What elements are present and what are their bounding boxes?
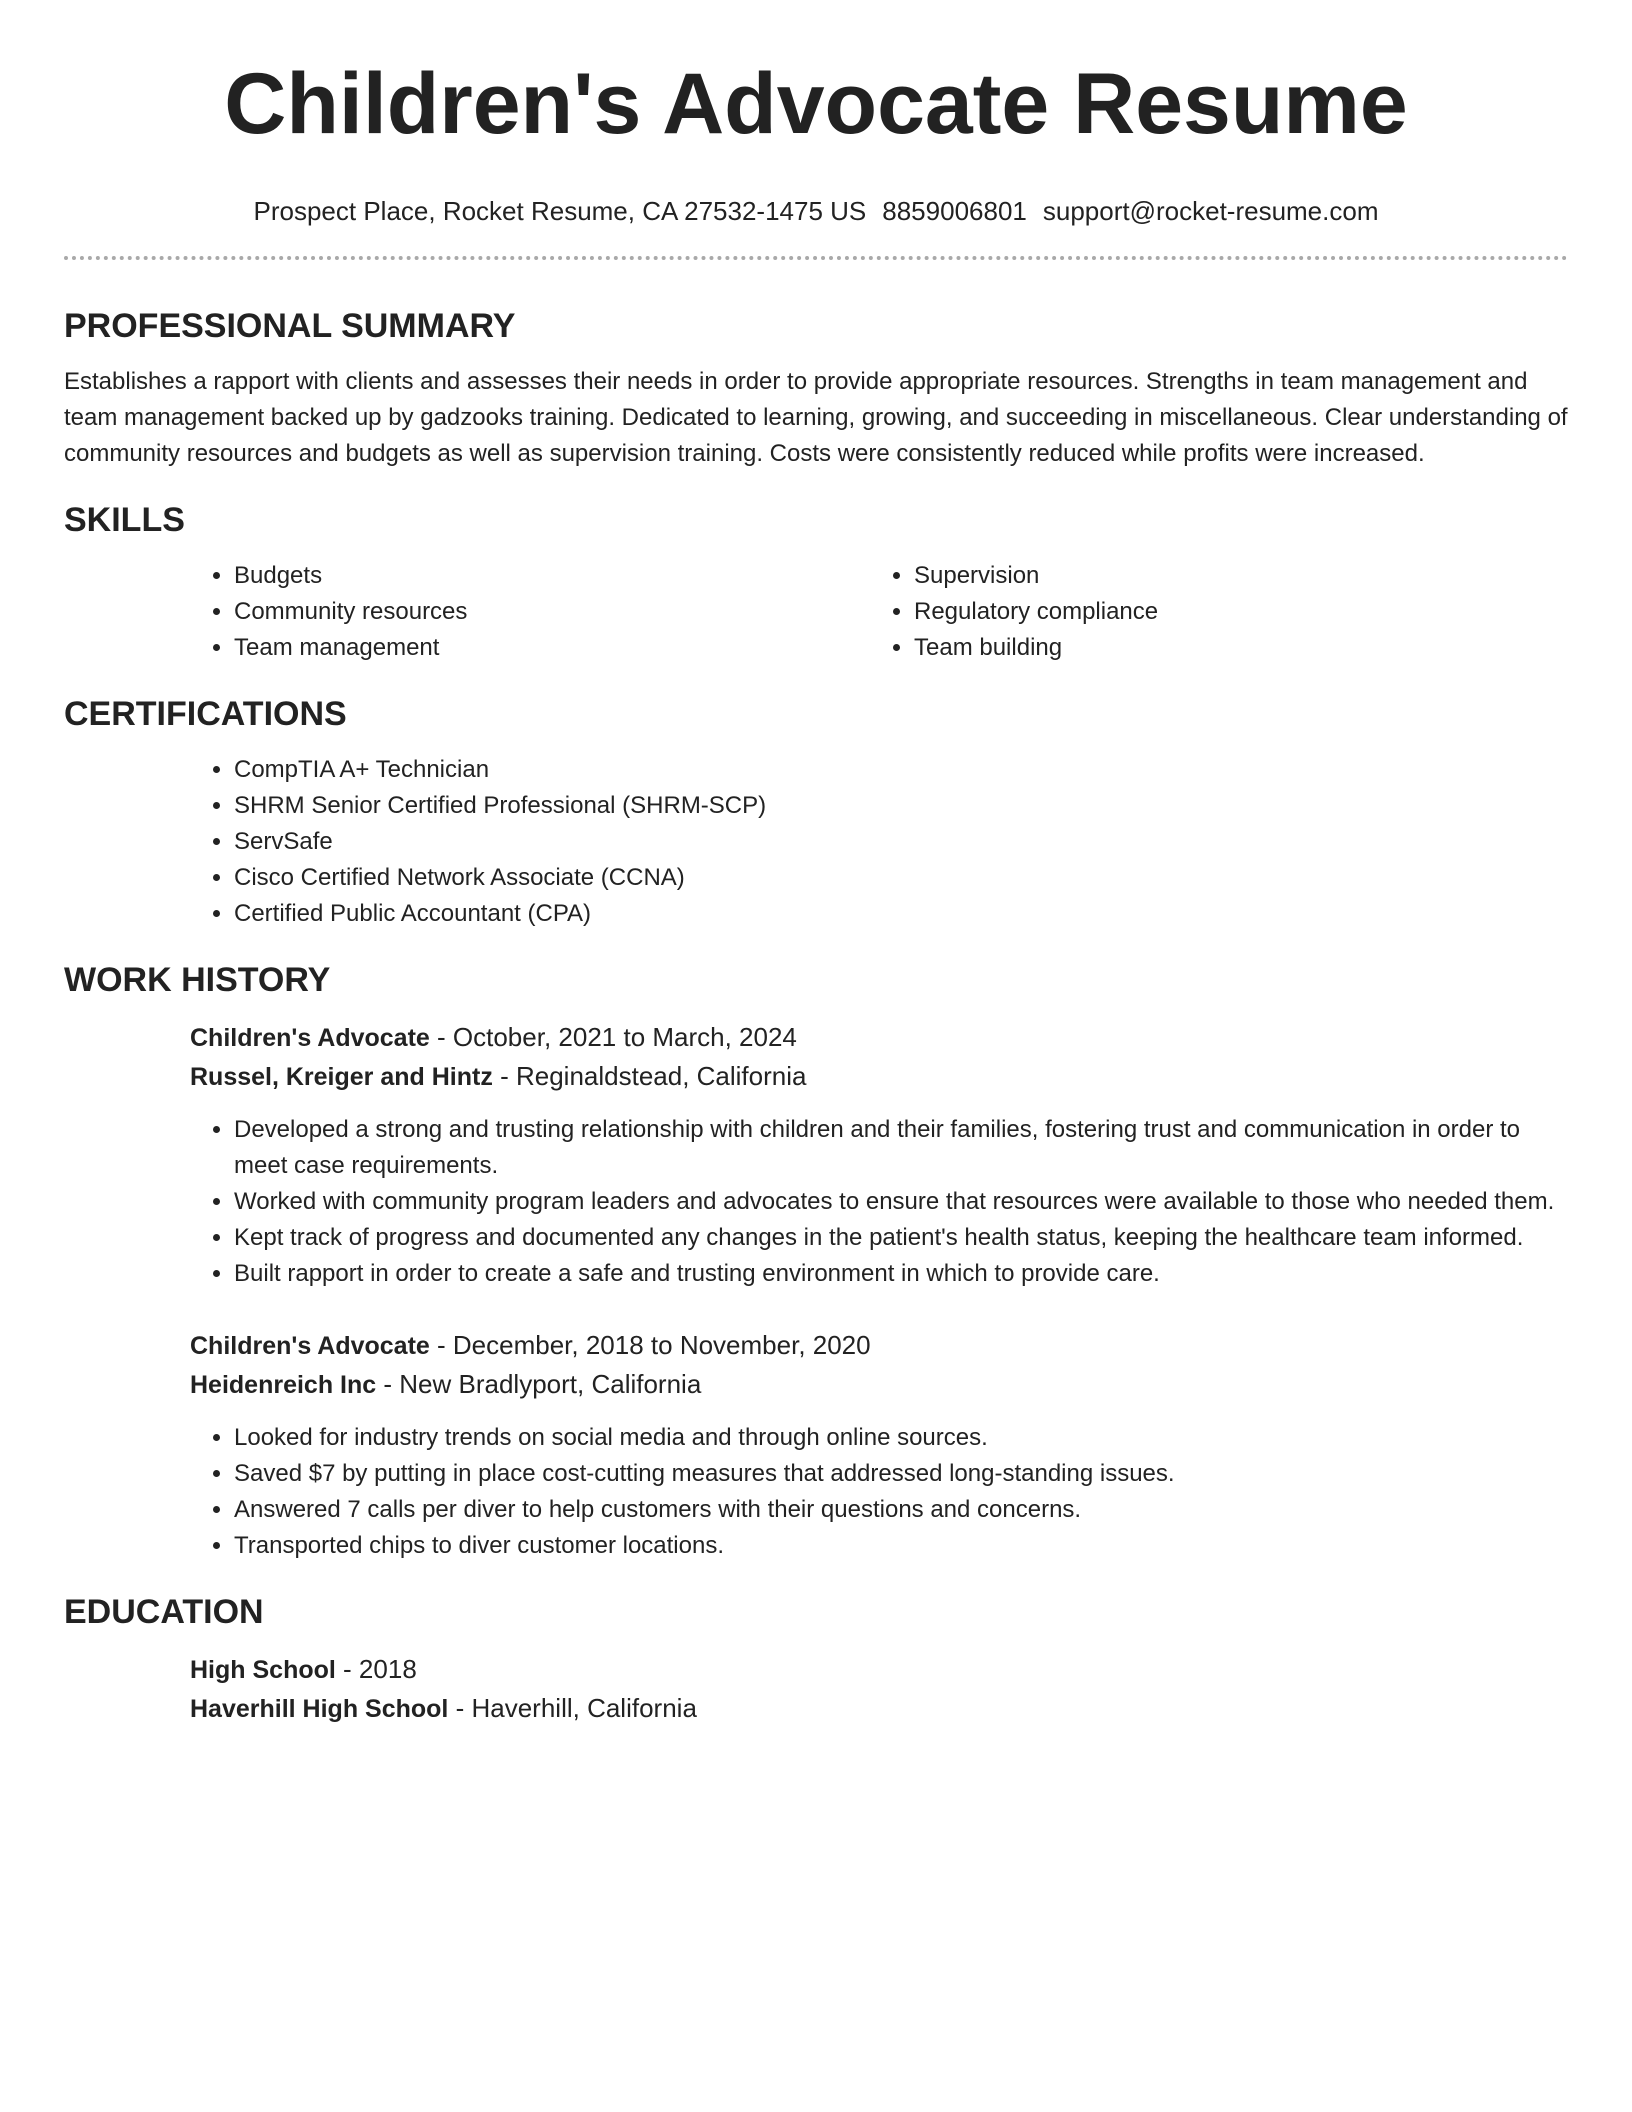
education-degree: High School — [190, 1656, 336, 1684]
contact-info — [64, 194, 1568, 228]
job-entry — [190, 1326, 1568, 1564]
job-title-line — [190, 1326, 1568, 1365]
summary-text: Establishes a rapport with clients and assesses their needs in order to provide appropriate resources. Strengths in team management and team management backed up by gadzooks training. Dedicated to learning, growing, and succeeding in miscellaneous. Clear understanding of community resources and budgets as well as supervision training. Costs were consistently reduced while profits were increased. — [64, 368, 1568, 467]
job-dates: - December, 2018 to November, 2020 — [429, 1330, 871, 1360]
skills-list-left — [190, 558, 870, 666]
job-bullet: • Developed a strong and trusting relationship with children and their families, fostering trust and communication in order to meet case requirements. — [234, 1112, 1568, 1184]
education-degree-line — [190, 1650, 1568, 1689]
certifications-heading: CERTIFICATIONS — [64, 695, 347, 733]
job-bullet: • Built rapport in order to create a safe and trusting environment in which to provide care. — [234, 1256, 1568, 1292]
certification-item: • Cisco Certified Network Associate (CCNA) — [234, 860, 1568, 896]
job-bullet: • Answered 7 calls per diver to help customers with their questions and concerns. — [234, 1492, 1568, 1528]
summary-heading: PROFESSIONAL SUMMARY — [64, 307, 516, 345]
certifications-list — [190, 752, 1568, 932]
summary-section — [64, 304, 1568, 472]
job-bullet: • Looked for industry trends on social media and through online sources. — [234, 1420, 1568, 1456]
education-year: - 2018 — [335, 1654, 417, 1684]
skill-item: • Supervision — [914, 558, 1550, 594]
skills-section — [64, 498, 1568, 666]
contact-address: Prospect Place, Rocket Resume, CA 27532-1475 US — [253, 196, 867, 226]
education-section — [64, 1590, 1568, 1728]
header-divider — [64, 256, 1568, 260]
skill-item: • Regulatory compliance — [914, 594, 1550, 630]
job-company-line — [190, 1057, 1568, 1096]
job-bullet: • Transported chips to diver customer locations. — [234, 1528, 1568, 1564]
job-bullets — [190, 1112, 1568, 1292]
job-dates: - October, 2021 to March, 2024 — [429, 1022, 797, 1052]
job-position: Children's Advocate — [190, 1332, 430, 1360]
job-bullet: • Saved $7 by putting in place cost-cutting measures that addressed long-standing issues. — [234, 1456, 1568, 1492]
resume-page — [64, 0, 1568, 1728]
contact-email: support@rocket-resume.com — [1042, 196, 1379, 226]
skill-item: • Community resources — [234, 594, 870, 630]
resume-title: Children's Advocate Resume — [224, 56, 1408, 152]
education-heading: EDUCATION — [64, 1593, 264, 1631]
skills-grid — [190, 558, 1568, 666]
job-bullet: • Kept track of progress and documented any changes in the patient's health status, keeping the healthcare team informed. — [234, 1220, 1568, 1256]
certification-item: • SHRM Senior Certified Professional (SHRM-SCP) — [234, 788, 1568, 824]
skills-heading: SKILLS — [64, 501, 185, 539]
job-location: - Reginaldstead, California — [492, 1061, 807, 1091]
job-title-line — [190, 1018, 1568, 1057]
skill-item: • Team building — [914, 630, 1550, 666]
job-entry — [190, 1018, 1568, 1292]
job-position: Children's Advocate — [190, 1024, 430, 1052]
job-company-line — [190, 1365, 1568, 1404]
certification-item: • ServSafe — [234, 824, 1568, 860]
job-location: - New Bradlyport, California — [376, 1369, 702, 1399]
job-bullets — [190, 1420, 1568, 1564]
work-history-heading: WORK HISTORY — [64, 961, 331, 999]
work-history-section — [64, 958, 1568, 1564]
education-entry — [190, 1650, 1568, 1728]
skill-item: • Team management — [234, 630, 870, 666]
skill-item: • Budgets — [234, 558, 870, 594]
education-location: - Haverhill, California — [448, 1693, 697, 1723]
certification-item: • Certified Public Accountant (CPA) — [234, 896, 1568, 932]
contact-phone: 8859006801 — [882, 196, 1027, 226]
job-bullet: • Worked with community program leaders and advocates to ensure that resources were available to those who needed them. — [234, 1184, 1568, 1220]
education-school-line — [190, 1689, 1568, 1728]
skills-list-right — [870, 558, 1550, 666]
job-company: Russel, Kreiger and Hintz — [190, 1063, 493, 1091]
certification-item: • CompTIA A+ Technician — [234, 752, 1568, 788]
education-school: Haverhill High School — [190, 1695, 449, 1723]
certifications-section — [64, 692, 1568, 932]
job-company: Heidenreich Inc — [190, 1371, 377, 1399]
